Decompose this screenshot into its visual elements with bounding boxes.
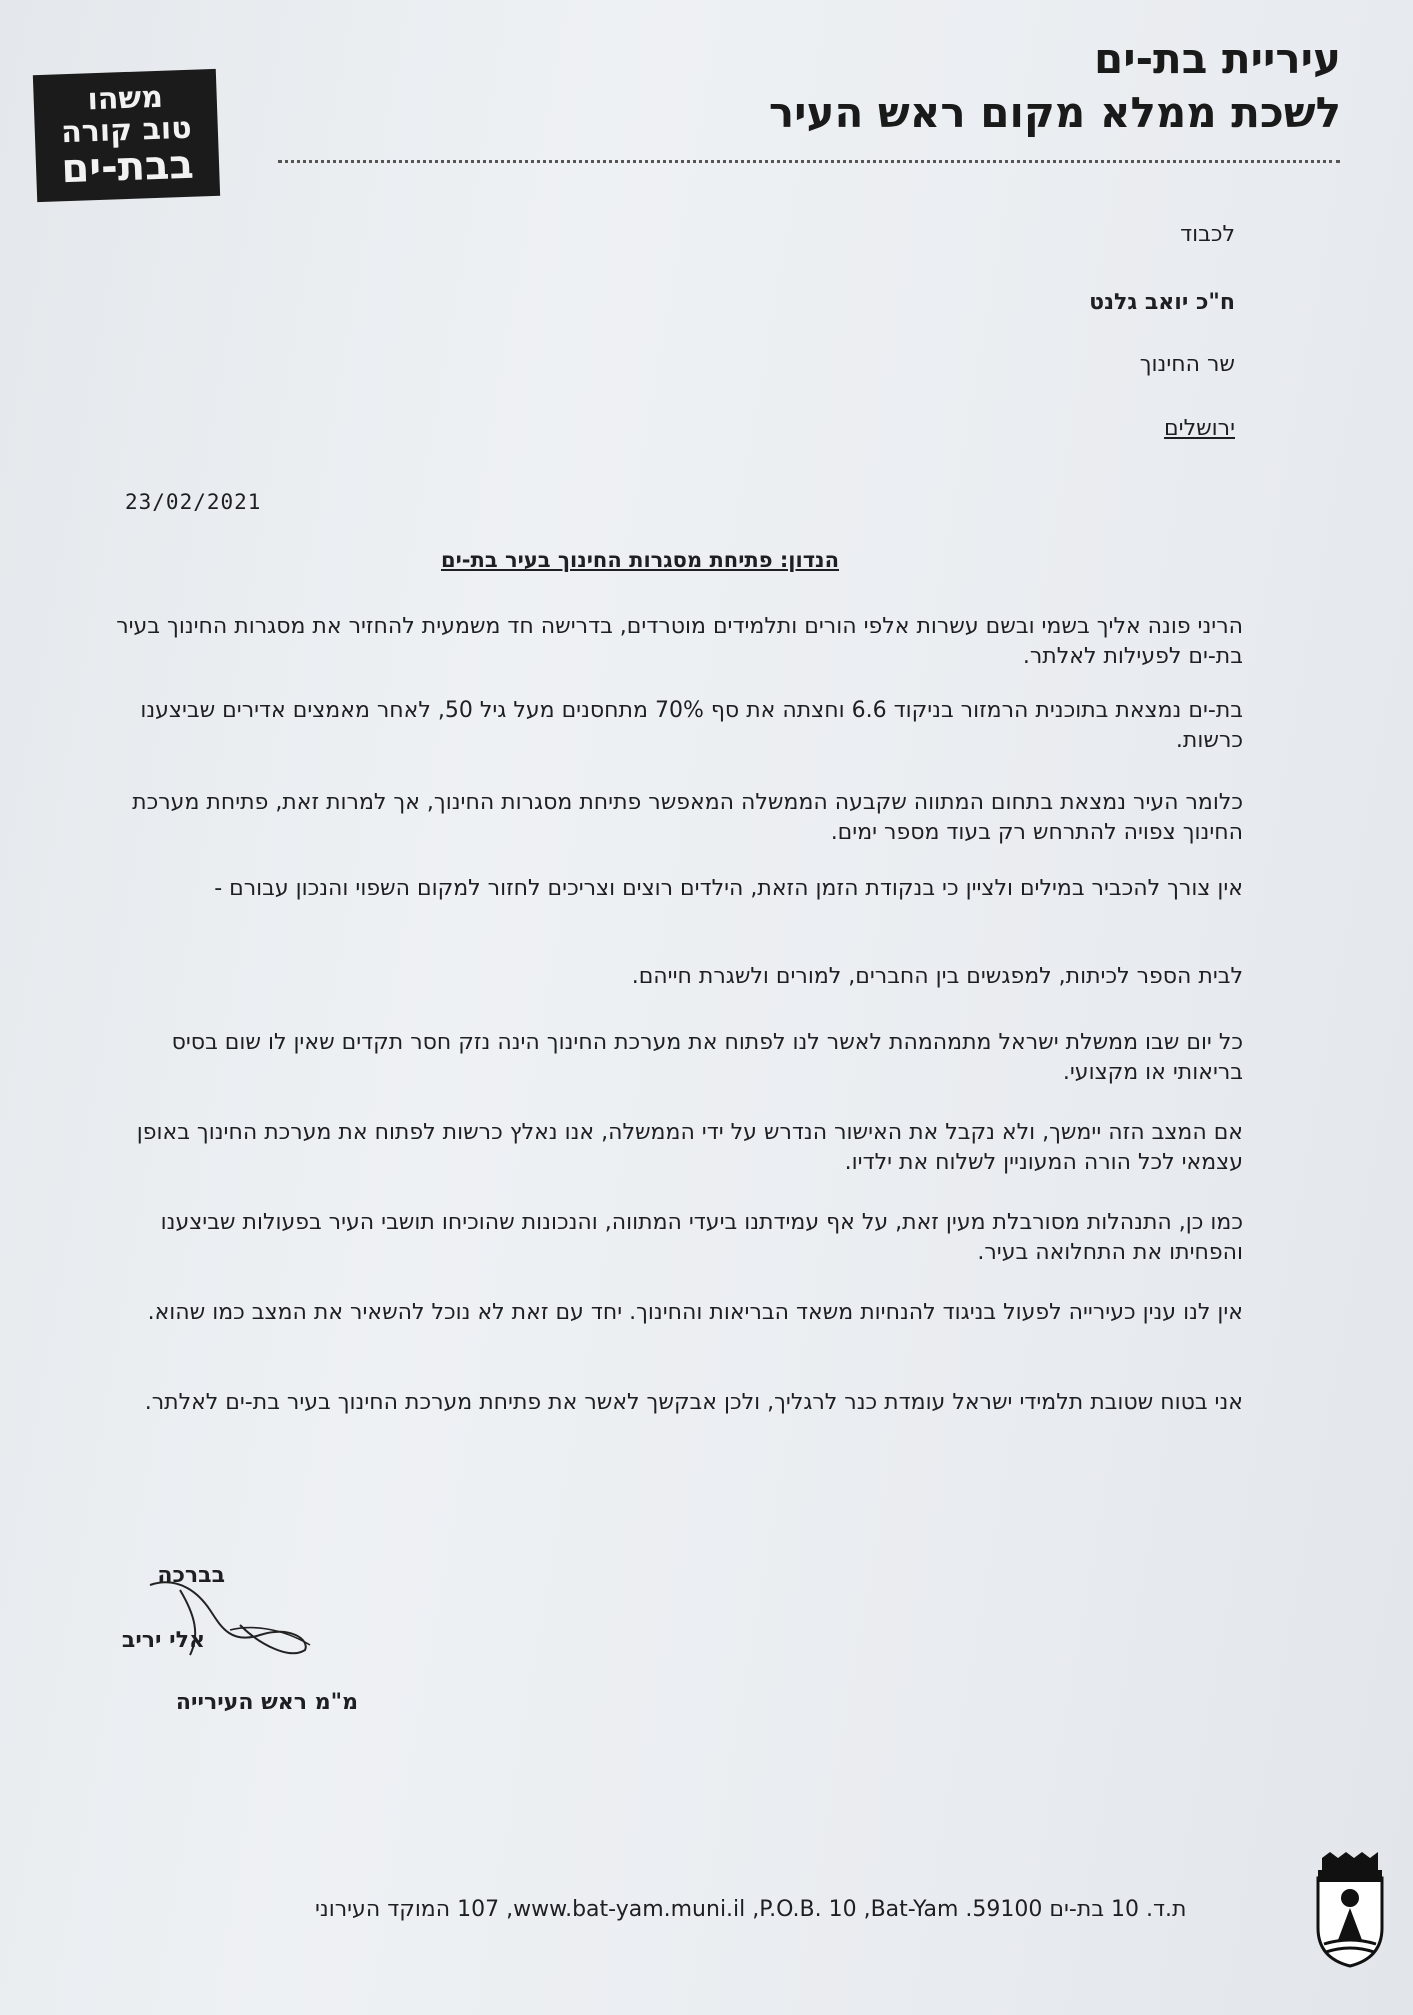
paragraph-3: כלומר העיר נמצאת בתחום המתווה שקבעה הממשלה המאפשר פתיחת מסגרות החינוך, אך למרות זאת, פתיחת מערכת החינוך צפויה להתרחש רק בעוד מספר ימים. <box>132 790 1243 845</box>
signature-name: אלי יריב <box>121 1628 205 1653</box>
logo-line-3: בבת-ים <box>60 141 195 193</box>
campaign-logo <box>33 69 220 202</box>
recipient-city: ירושלים <box>1164 416 1235 441</box>
signature-title: מ"מ ראש העירייה <box>175 1690 358 1715</box>
footer-hotline: 107 המוקד העירוני <box>315 1897 500 1922</box>
signature-greeting: בברכה <box>157 1563 225 1588</box>
footer-english-address: ,P.O.B. 10 ,Bat-Yam .59100 <box>752 1897 1043 1922</box>
recipient-name: ח"כ יואב גלנט <box>1089 290 1235 315</box>
paragraph-2: בת-ים נמצאת בתוכנית הרמזור בניקוד 6.6 וחצתה את סף 70% מתחסנים מעל גיל 50, לאחר מאמצים אדירים שביצענו כרשות. <box>140 698 1243 753</box>
recipient-salutation: לכבוד <box>1180 222 1235 247</box>
logo-line-2: טוב קורה <box>60 110 193 150</box>
letter-subject: הנדון: פתיחת מסגרות החינוך בעיר בת-ים <box>440 548 839 572</box>
recipient-title: שר החינוך <box>1139 352 1235 377</box>
paragraph-6: כל יום שבו ממשלת ישראל מתמהמהת לאשר לנו לפתוח את מערכת החינוך הינה נזק חסר תקדים שאין לו שום בסיס בריאותי או מקצועי. <box>171 1030 1243 1085</box>
paragraph-4: אין צורך להכביר במילים ולציין כי בנקודת הזמן הזאת, הילדים רוצים וצריכים לחזור למקום השפוי והנכון עבורם - <box>214 876 1243 901</box>
header-divider <box>278 160 1340 163</box>
paragraph-5: לבית הספר לכיתות, למפגשים בין החברים, למורים ולשגרת חייהם. <box>631 964 1243 989</box>
footer-hebrew-address: ת.ד. 10 בת-ים <box>1049 1897 1187 1922</box>
municipality-name: עיריית בת-ים <box>1093 34 1341 83</box>
paragraph-8: כמו כן, התנהלות מסורבלת מעין זאת, על אף עמידתנו ביעדי המתווה, והנכונות שהוכיחו תושבי העיר בפעולות שביצענו והפחיתו את התחלואה בעיר. <box>160 1210 1243 1265</box>
office-name: לשכת ממלא מקום ראש העיר <box>768 88 1341 137</box>
footer-website: ,www.bat-yam.muni.il <box>506 1897 746 1922</box>
paragraph-10: אני בטוח שטובת תלמידי ישראל עומדת כנר לרגליך, ולכן אבקשך לאשר את פתיחת מערכת החינוך בעיר בת-ים לאלתר. <box>144 1390 1243 1415</box>
paragraph-7: אם המצב הזה יימשך, ולא נקבל את האישור הנדרש על ידי הממשלה, אנו נאלץ כרשות לפתוח את מערכת החינוך באופן עצמאי לכל הורה המעוניין לשלוח את ילדיו. <box>136 1120 1243 1175</box>
paragraph-9: אין לנו ענין כעירייה לפעול בניגוד להנחיות משאד הבריאות והחינוך. יחד עם זאת לא נוכל להשאיר את המצב כמו שהוא. <box>147 1300 1243 1325</box>
city-crest-icon <box>1310 1848 1390 1968</box>
logo-line-1: משהו <box>86 79 164 118</box>
footer-address <box>315 1897 1187 1922</box>
paragraph-1: הריני פונה אליך בשמי ובשם עשרות אלפי הורים ותלמידים מוטרדים, בדרישה חד משמעית להחזיר את מסגרות החינוך בעיר בת-ים לפעילות לאלתר. <box>116 614 1243 669</box>
letter-date: 23/02/2021 <box>125 490 262 514</box>
